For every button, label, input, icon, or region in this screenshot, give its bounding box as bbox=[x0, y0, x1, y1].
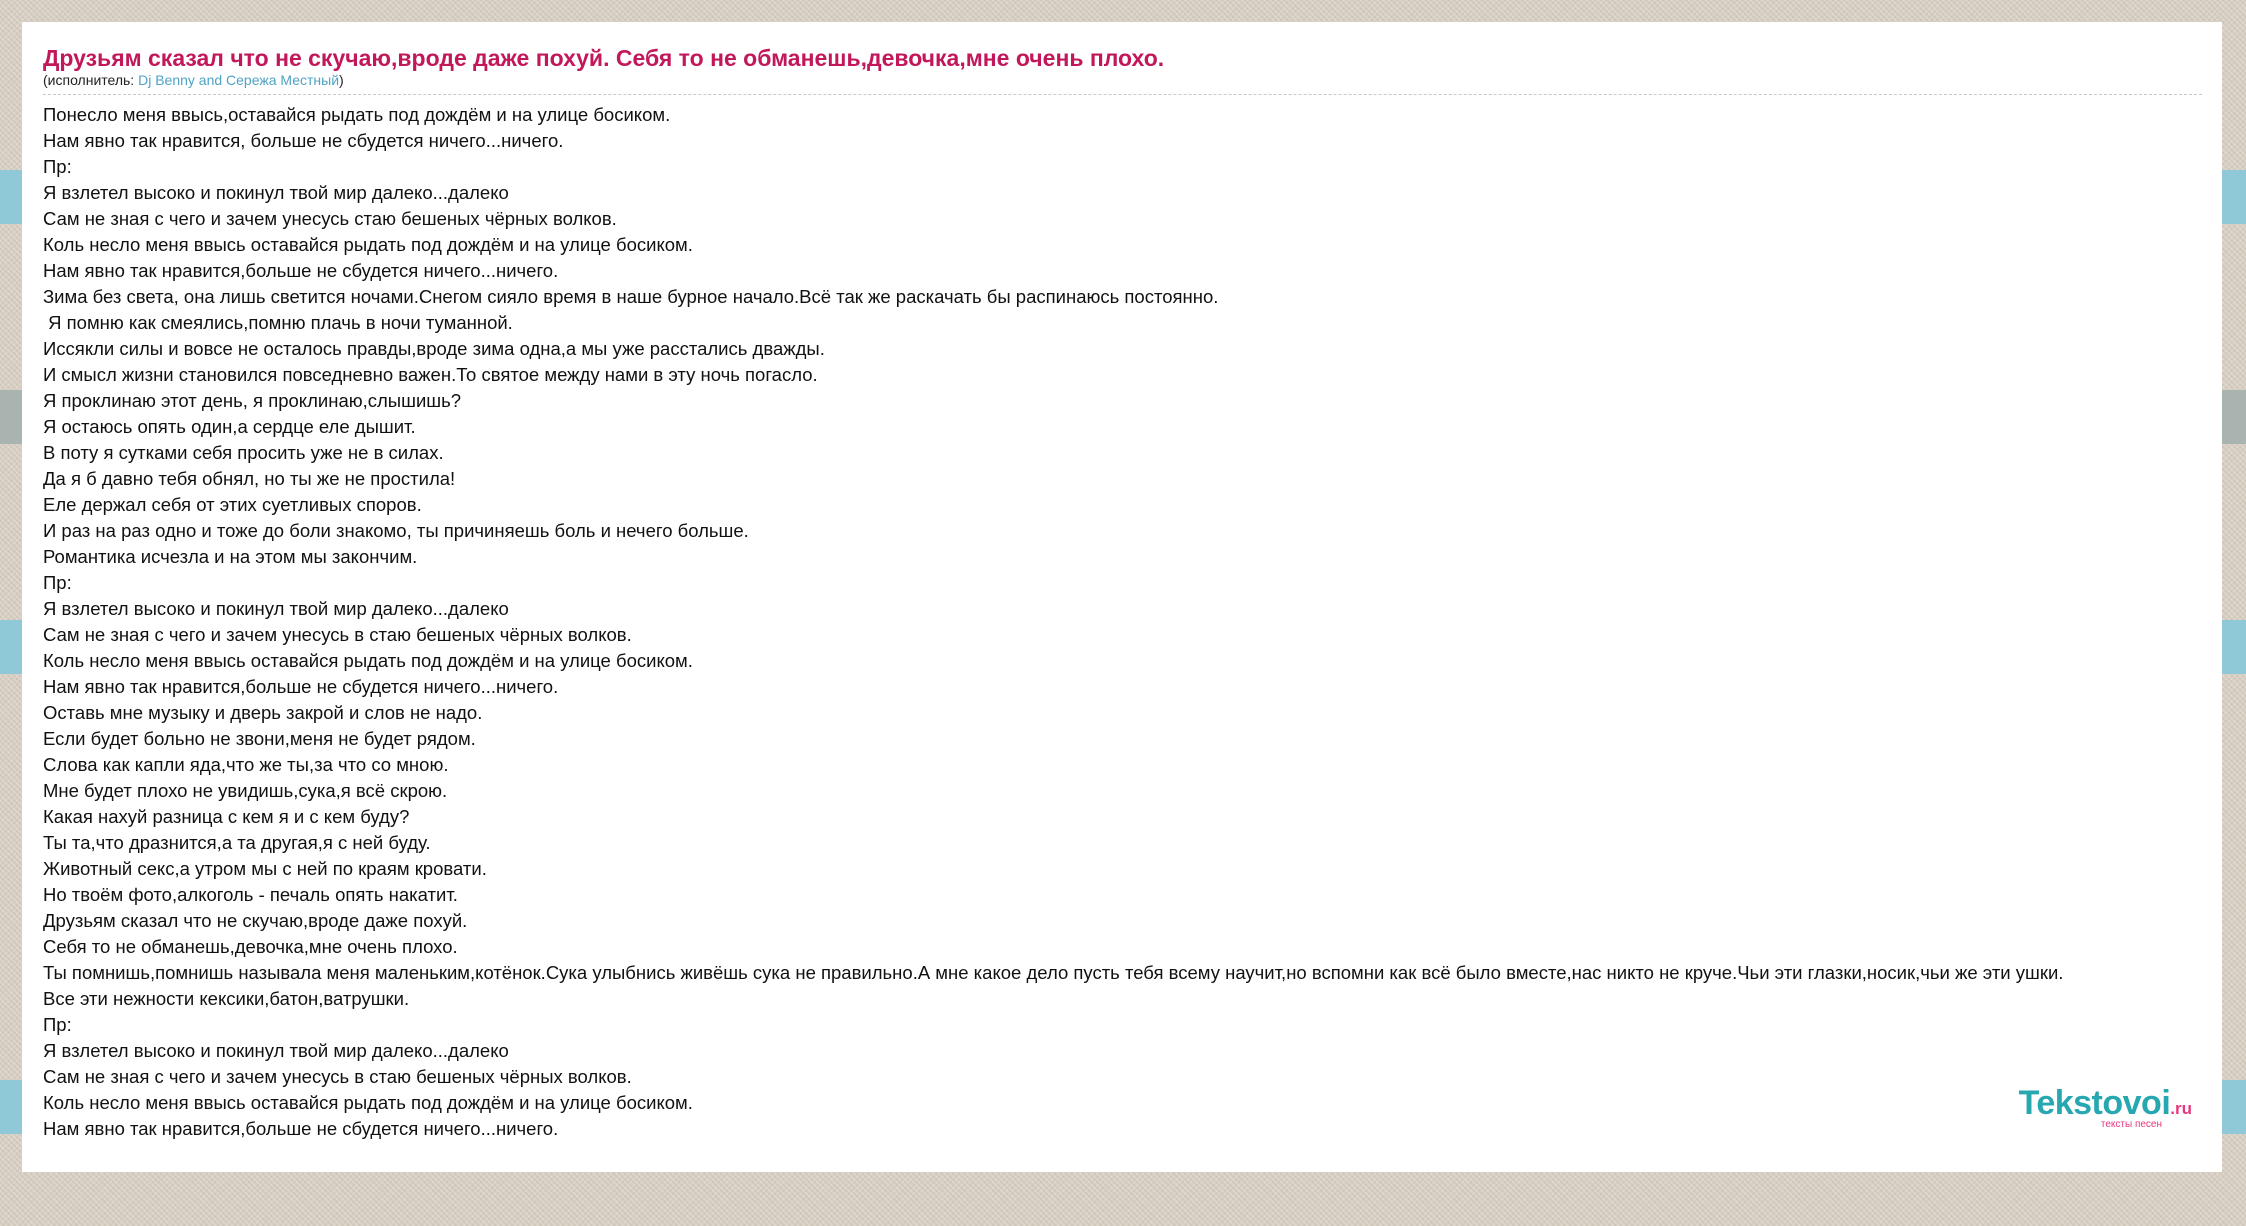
lyric-line: Ты помнишь,помнишь называла меня маленьким,котёнок.Сука улыбнись живёшь сука не правильно.А мне какое дело пусть тебя всему научит,но вспомни как всё было вместе,нас никто не круче.Чьи эти глазки,носик,чьи же эти ушки. bbox=[43, 962, 2064, 983]
lyric-line: Себя то не обманешь,девочка,мне очень плохо. bbox=[43, 936, 458, 957]
lyric-line: Понесло меня ввысь,оставайся рыдать под дождём и на улице босиком. bbox=[43, 104, 671, 125]
lyric-line: Мне будет плохо не увидишь,сука,я всё скрою. bbox=[43, 780, 448, 801]
lyric-line: Ты та,что дразнится,а та другая,я с ней буду. bbox=[43, 832, 431, 853]
lyric-line: Романтика исчезла и на этом мы закончим. bbox=[43, 546, 418, 567]
lyric-line: Животный секс,а утром мы с ней по краям кровати. bbox=[43, 858, 487, 879]
lyrics-text bbox=[43, 102, 2202, 1142]
lyrics-card bbox=[22, 22, 2222, 1172]
logo-tld: .ru bbox=[2170, 1099, 2192, 1118]
lyric-line: Сам не зная с чего и зачем унесусь в стаю бешеных чёрных волков. bbox=[43, 1066, 632, 1087]
lyric-line: Пр: bbox=[43, 156, 72, 177]
lyric-line: Иссякли силы и вовсе не осталось правды,вроде зима одна,а мы уже расстались дважды. bbox=[43, 338, 825, 359]
lyric-line: И смысл жизни становился повседневно важен.То святое между нами в эту ночь погасло. bbox=[43, 364, 818, 385]
lyric-line: Зима без света, она лишь светится ночами.Снегом сияло время в наше бурное начало.Всё так же раскачать бы распинаюсь постоянно. bbox=[43, 286, 1219, 307]
lyric-line: Я взлетел высоко и покинул твой мир далеко...далеко bbox=[43, 182, 509, 203]
performer-line bbox=[43, 72, 2202, 95]
song-title: Друзьям сказал что не скучаю,вроде даже похуй. Себя то не обманешь,девочка,мне очень плохо. bbox=[43, 45, 1165, 71]
lyric-line: Еле держал себя от этих суетливых споров. bbox=[43, 494, 422, 515]
lyric-line: Я проклинаю этот день, я проклинаю,слышишь? bbox=[43, 390, 462, 411]
lyric-line: Я помню как смеялись,помню плачь в ночи туманной. bbox=[43, 312, 513, 333]
lyric-line: Пр: bbox=[43, 572, 72, 593]
lyric-line: Нам явно так нравится, больше не сбудется ничего...ничего. bbox=[43, 130, 564, 151]
site-logo[interactable] bbox=[2019, 1086, 2192, 1130]
lyric-line: Все эти нежности кексики,батон,ватрушки. bbox=[43, 988, 410, 1009]
background-stripe bbox=[2220, 390, 2246, 444]
lyric-line: Сам не зная с чего и зачем унесусь в стаю бешеных чёрных волков. bbox=[43, 624, 632, 645]
lyric-line: Коль несло меня ввысь оставайся рыдать под дождём и на улице босиком. bbox=[43, 234, 693, 255]
lyric-line: Но твоём фото,алкоголь - печаль опять накатит. bbox=[43, 884, 458, 905]
lyric-line: Я остаюсь опять один,а сердце еле дышит. bbox=[43, 416, 416, 437]
background-stripe bbox=[2220, 170, 2246, 224]
lyric-line: Нам явно так нравится,больше не сбудется ничего...ничего. bbox=[43, 676, 559, 697]
lyric-line: Оставь мне музыку и дверь закрой и слов не надо. bbox=[43, 702, 483, 723]
lyric-line: В поту я сутками себя просить уже не в силах. bbox=[43, 442, 444, 463]
logo-tagline: тексты песен bbox=[2100, 1119, 2162, 1130]
lyric-line: Коль несло меня ввысь оставайся рыдать под дождём и на улице босиком. bbox=[43, 650, 693, 671]
lyric-line: Нам явно так нравится,больше не сбудется ничего...ничего. bbox=[43, 1118, 559, 1139]
lyric-line: Друзьям сказал что не скучаю,вроде даже похуй. bbox=[43, 910, 468, 931]
background-stripe bbox=[2220, 620, 2246, 674]
lyric-line: И раз на раз одно и тоже до боли знакомо, ты причиняешь боль и нечего больше. bbox=[43, 520, 749, 541]
lyric-line: Если будет больно не звони,меня не будет рядом. bbox=[43, 728, 476, 749]
lyric-line: Пр: bbox=[43, 1014, 72, 1035]
lyric-line: Слова как капли яда,что же ты,за что со мною. bbox=[43, 754, 449, 775]
lyric-line: Какая нахуй разница с кем я и с кем буду? bbox=[43, 806, 410, 827]
lyric-line: Коль несло меня ввысь оставайся рыдать под дождём и на улице босиком. bbox=[43, 1092, 693, 1113]
performer-link[interactable]: Dj Benny and Сережа Местный bbox=[138, 72, 340, 88]
performer-prefix: (исполнитель: bbox=[43, 72, 139, 88]
logo-main-text: Tekstovoi bbox=[2018, 1084, 2171, 1122]
lyric-line: Нам явно так нравится,больше не сбудется ничего...ничего. bbox=[43, 260, 559, 281]
lyric-line: Я взлетел высоко и покинул твой мир далеко...далеко bbox=[43, 1040, 509, 1061]
lyric-line: Сам не зная с чего и зачем унесусь стаю бешеных чёрных волков. bbox=[43, 208, 617, 229]
lyric-line: Да я б давно тебя обнял, но ты же не простила! bbox=[43, 468, 456, 489]
lyric-line: Я взлетел высоко и покинул твой мир далеко...далеко bbox=[43, 598, 509, 619]
background-stripe bbox=[2220, 1080, 2246, 1134]
performer-suffix: ) bbox=[339, 72, 344, 88]
